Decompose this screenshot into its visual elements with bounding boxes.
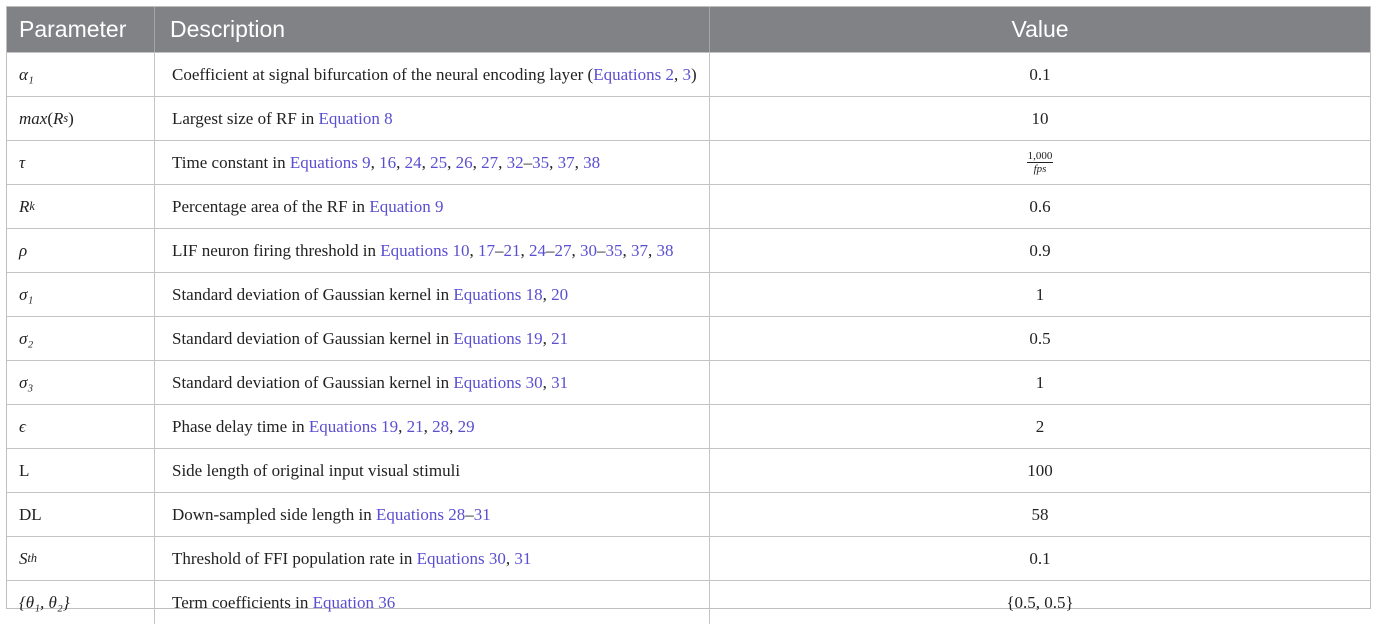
parameter-description: LIF neuron firing threshold in Equations 10, 17–21, 24–27, 30–35, 37, 38 [154,229,709,272]
parameter-value [709,141,1370,184]
fraction-numerator: 1,000 [1027,150,1053,162]
equation-link[interactable]: Equations 19 [453,328,543,348]
table-row [7,272,1370,316]
equation-link[interactable]: 17 [477,240,495,260]
table-row [7,404,1370,448]
equation-link[interactable]: 26 [455,152,473,172]
equation-link[interactable]: 24 [528,240,546,260]
parameter-value: {0.5, 0.5} [709,581,1370,624]
parameter-symbol: L [19,460,30,480]
header-parameter: Parameter [19,16,127,42]
equation-link[interactable]: 31 [551,372,569,392]
table-row [7,184,1370,228]
table-row [7,316,1370,360]
equation-link[interactable]: 37 [630,240,648,260]
equation-link[interactable]: 25 [430,152,448,172]
equation-link[interactable]: Equations 10 [380,240,470,260]
parameter-description: Percentage area of the RF in Equation 9 [154,185,709,228]
header-description: Description [154,7,709,52]
parameter-value: 100 [709,449,1370,492]
equation-link[interactable]: 21 [551,328,569,348]
parameter-description: Threshold of FFI population rate in Equations 30, 31 [154,537,709,580]
equation-link[interactable]: 30 [579,240,597,260]
table-row [7,96,1370,140]
parameter-description: Standard deviation of Gaussian kernel in Equations 30, 31 [154,361,709,404]
equation-link[interactable]: 29 [457,416,475,436]
parameter-value: 0.9 [709,229,1370,272]
equation-link[interactable]: 21 [406,416,424,436]
table-row [7,228,1370,272]
equation-link[interactable]: 35 [605,240,623,260]
equation-link[interactable]: 16 [379,152,397,172]
header-value: Value [709,7,1370,52]
equation-link[interactable]: Equations 19 [308,416,399,436]
parameter-symbol: σ₃ [19,372,34,392]
equation-link[interactable]: 32 [506,152,524,172]
equation-link[interactable]: Equation 36 [312,592,396,612]
table-row [7,580,1370,624]
equation-link[interactable]: 27 [481,152,499,172]
table-row [7,360,1370,404]
parameter-symbol: ϵ [19,416,26,436]
equation-link[interactable]: 31 [473,504,491,524]
fraction-denominator: fps [1033,163,1047,175]
table-row [7,52,1370,96]
equation-link[interactable]: Equations 30 [453,372,543,392]
parameter-symbol: R k [19,196,35,216]
equation-link[interactable]: Equations 9 [289,152,371,172]
parameter-symbol: σ₁ [19,284,34,304]
equation-link[interactable]: 38 [583,152,601,172]
parameter-symbol: S th [19,548,38,568]
parameter-value: 1 [709,361,1370,404]
equation-link[interactable]: 35 [532,152,550,172]
parameter-description: Phase delay time in Equations 19, 21, 28, 29 [154,405,709,448]
equation-link[interactable]: Equations 28 [375,504,466,524]
equation-link[interactable]: Equations 18 [453,284,543,304]
parameter-value: 0.1 [709,53,1370,96]
equation-link[interactable]: 24 [404,152,422,172]
table-body [7,52,1370,624]
parameter-symbol: τ [19,152,26,172]
equation-link[interactable]: Equation 9 [369,196,444,216]
equation-link[interactable]: 20 [551,284,569,304]
parameter-description: Largest size of RF in Equation 8 [154,97,709,140]
table-row [7,140,1370,184]
equation-link[interactable]: Equations 2 [593,64,674,84]
table-header [7,7,1370,52]
parameter-description: Side length of original input visual stimuli [154,449,709,492]
parameter-description: Term coefficients in Equation 36 [154,581,709,624]
parameter-symbol: σ₂ [19,328,34,348]
parameter-description: Standard deviation of Gaussian kernel in Equations 18, 20 [154,273,709,316]
equation-link[interactable]: 21 [503,240,521,260]
parameter-description: Down-sampled side length in Equations 28–31 [154,493,709,536]
parameter-symbol: DL [19,504,42,524]
parameter-table [6,6,1371,612]
parameter-value: 2 [709,405,1370,448]
parameter-symbol: {θ₁, θ₂} [19,592,70,612]
parameter-description: Time constant in Equations 9, 16, 24, 25, 26, 27, 32–35, 37, 38 [154,141,709,184]
equation-link[interactable]: 28 [432,416,450,436]
table-row [7,492,1370,536]
parameter-description: Standard deviation of Gaussian kernel in Equations 19, 21 [154,317,709,360]
fraction-value [1027,150,1054,175]
table-row [7,536,1370,580]
parameter-symbol: max ( R s ) [19,108,74,128]
equation-link[interactable]: 3 [682,64,691,84]
equation-link[interactable]: 27 [554,240,572,260]
table-row [7,448,1370,492]
equation-link[interactable]: 38 [656,240,674,260]
equation-link[interactable]: 37 [557,152,575,172]
parameter-value: 0.1 [709,537,1370,580]
parameter-value: 0.5 [709,317,1370,360]
parameter-value: 58 [709,493,1370,536]
equation-link[interactable]: 31 [514,548,532,568]
parameter-value: 10 [709,97,1370,140]
equation-link[interactable]: Equations 30 [416,548,506,568]
parameter-symbol: ρ [19,240,28,260]
parameter-description: Coefficient at signal bifurcation of the neural encoding layer (Equations 2, 3) [154,53,709,96]
parameter-value: 1 [709,273,1370,316]
equation-link[interactable]: Equation 8 [318,108,393,128]
parameter-value: 0.6 [709,185,1370,228]
parameter-symbol: α₁ [19,64,34,84]
